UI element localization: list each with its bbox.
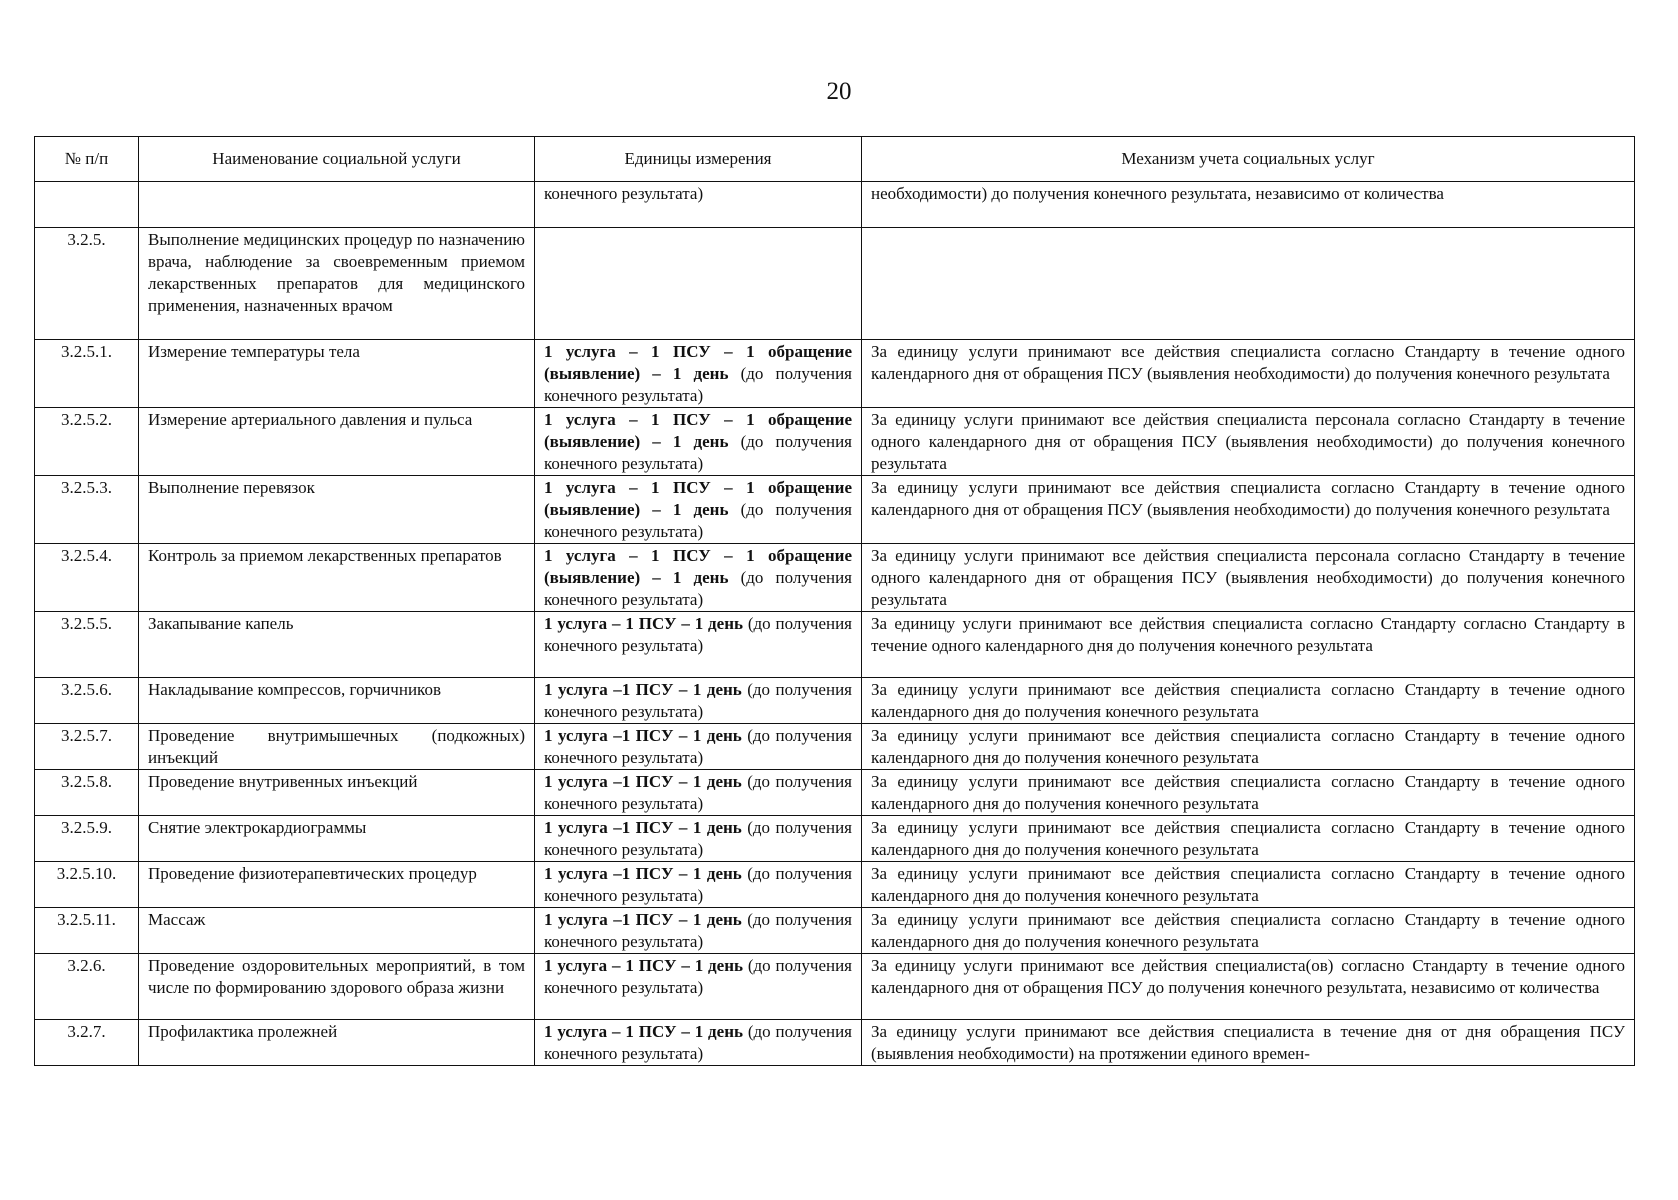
row-number: 3.2.5.1. (35, 340, 139, 408)
header-name: Наименование социальной услуги (139, 137, 535, 182)
unit-bold-text: 1 услуга –1 ПСУ – 1 день (544, 680, 742, 699)
row-number: 3.2.5.9. (35, 816, 139, 862)
accounting-mechanism: За единицу услуги принимают все действия специалиста согласно Стандарту в течение одного календарного дня от обращения ПСУ (выявления необходимости) до получения конечного результата (862, 476, 1635, 544)
table-row (35, 228, 1635, 340)
accounting-mechanism: За единицу услуги принимают все действия специалиста согласно Стандарту в течение одного календарного дня до получения конечного результата (862, 724, 1635, 770)
table-row (35, 862, 1635, 908)
row-number: 3.2.5.3. (35, 476, 139, 544)
row-number: 3.2.5.10. (35, 862, 139, 908)
table-row (35, 954, 1635, 1020)
accounting-mechanism: За единицу услуги принимают все действия специалиста согласно Стандарту согласно Стандарту в течение одного календарного дня до получения конечного результата (862, 612, 1635, 678)
service-name: Контроль за приемом лекарственных препаратов (139, 544, 535, 612)
table-row (35, 678, 1635, 724)
table-row (35, 770, 1635, 816)
service-name: Проведение физиотерапевтических процедур (139, 862, 535, 908)
row-number: 3.2.5.11. (35, 908, 139, 954)
unit-of-measure (535, 770, 862, 816)
table-body (35, 182, 1635, 1066)
row-number: 3.2.5.6. (35, 678, 139, 724)
accounting-mechanism (862, 228, 1635, 340)
accounting-mechanism: необходимости) до получения конечного результата, независимо от количества (862, 182, 1635, 228)
service-name: Проведение оздоровительных мероприятий, в том числе по формированию здорового образа жизни (139, 954, 535, 1020)
table-row (35, 908, 1635, 954)
table-row (35, 816, 1635, 862)
unit-bold-text: 1 услуга – 1 ПСУ – 1 день (544, 614, 743, 633)
accounting-mechanism: За единицу услуги принимают все действия специалиста согласно Стандарту в течение одного календарного дня до получения конечного результата (862, 862, 1635, 908)
service-name: Снятие электрокардиограммы (139, 816, 535, 862)
row-number: 3.2.7. (35, 1020, 139, 1066)
accounting-mechanism: За единицу услуги принимают все действия специалиста персонала согласно Стандарту в течение одного календарного дня от обращения ПСУ (выявления необходимости) до получения конечного результата (862, 408, 1635, 476)
row-number: 3.2.5.5. (35, 612, 139, 678)
table-row (35, 1020, 1635, 1066)
row-number: 3.2.5.7. (35, 724, 139, 770)
table-row (35, 408, 1635, 476)
unit-of-measure (535, 1020, 862, 1066)
unit-of-measure (535, 408, 862, 476)
unit-of-measure (535, 476, 862, 544)
unit-rest-text: (до получения конечного результата) (544, 364, 853, 405)
unit-of-measure (535, 908, 862, 954)
unit-bold-text: 1 услуга –1 ПСУ – 1 день (544, 910, 742, 929)
unit-of-measure (535, 816, 862, 862)
unit-rest-text: конечного результата) (544, 184, 704, 203)
unit-rest-text: (до получения конечного результата) (544, 568, 853, 609)
service-name: Профилактика пролежней (139, 1020, 535, 1066)
header-num: № п/п (35, 137, 139, 182)
unit-bold-text: 1 услуга –1 ПСУ – 1 день (544, 726, 742, 745)
unit-of-measure (535, 954, 862, 1020)
unit-of-measure (535, 612, 862, 678)
header-row (35, 137, 1635, 182)
row-number: 3.2.5.4. (35, 544, 139, 612)
unit-of-measure (535, 678, 862, 724)
services-table (34, 136, 1635, 1066)
service-name (139, 182, 535, 228)
unit-rest-text: (до получения конечного результата) (544, 432, 853, 473)
unit-of-measure (535, 724, 862, 770)
unit-bold-text: 1 услуга –1 ПСУ – 1 день (544, 772, 742, 791)
unit-rest-text: (до получения конечного результата) (544, 680, 852, 721)
unit-of-measure (535, 544, 862, 612)
service-name: Накладывание компрессов, горчичников (139, 678, 535, 724)
service-name: Выполнение перевязок (139, 476, 535, 544)
unit-rest-text: (до получения конечного результата) (544, 1022, 852, 1063)
service-name: Измерение артериального давления и пульса (139, 408, 535, 476)
accounting-mechanism: За единицу услуги принимают все действия специалиста персонала согласно Стандарту в течение одного календарного дня от обращения ПСУ (выявления необходимости) до получения конечного результата (862, 544, 1635, 612)
unit-rest-text: (до получения конечного результата) (544, 500, 853, 541)
unit-rest-text: (до получения конечного результата) (544, 910, 852, 951)
row-number: 3.2.6. (35, 954, 139, 1020)
accounting-mechanism: За единицу услуги принимают все действия специалиста в течение дня от дня обращения ПСУ (выявления необходимости) на протяжении единого времен- (862, 1020, 1635, 1066)
table-row (35, 476, 1635, 544)
header-unit: Единицы измерения (535, 137, 862, 182)
accounting-mechanism: За единицу услуги принимают все действия специалиста согласно Стандарту в течение одного календарного дня до получения конечного результата (862, 678, 1635, 724)
row-number: 3.2.5.2. (35, 408, 139, 476)
table-row (35, 544, 1635, 612)
accounting-mechanism: За единицу услуги принимают все действия специалиста(ов) согласно Стандарту в течение одного календарного дня от обращения ПСУ до получения конечного результата, независимо от количества (862, 954, 1635, 1020)
unit-rest-text: (до получения конечного результата) (544, 614, 852, 655)
unit-bold-text: 1 услуга –1 ПСУ – 1 день (544, 818, 742, 837)
accounting-mechanism: За единицу услуги принимают все действия специалиста согласно Стандарту в течение одного календарного дня до получения конечного результата (862, 908, 1635, 954)
service-name: Измерение температуры тела (139, 340, 535, 408)
unit-of-measure (535, 228, 862, 340)
service-name: Проведение внутримышечных (подкожных) инъекций (139, 724, 535, 770)
page-number: 20 (826, 78, 852, 105)
row-number: 3.2.5.8. (35, 770, 139, 816)
unit-bold-text: 1 услуга – 1 ПСУ – 1 обращение (выявление) – 1 день (544, 342, 852, 383)
unit-rest-text: (до получения конечного результата) (544, 956, 852, 997)
table-row (35, 340, 1635, 408)
table-row (35, 612, 1635, 678)
service-name: Выполнение медицинских процедур по назначению врача, наблюдение за своевременным приемом лекарственных препаратов для медицинского применения, назначенных врачом (139, 228, 535, 340)
unit-rest-text: (до получения конечного результата) (544, 818, 852, 859)
service-name: Проведение внутривенных инъекций (139, 770, 535, 816)
unit-bold-text: 1 услуга – 1 ПСУ – 1 обращение (выявление) – 1 день (544, 478, 852, 519)
unit-of-measure (535, 862, 862, 908)
unit-bold-text: 1 услуга –1 ПСУ – 1 день (544, 864, 742, 883)
table-row (35, 724, 1635, 770)
accounting-mechanism: За единицу услуги принимают все действия специалиста согласно Стандарту в течение одного календарного дня до получения конечного результата (862, 770, 1635, 816)
accounting-mechanism: За единицу услуги принимают все действия специалиста согласно Стандарту в течение одного календарного дня от обращения ПСУ (выявления необходимости) до получения конечного результата (862, 340, 1635, 408)
unit-bold-text: 1 услуга – 1 ПСУ – 1 обращение (выявление) – 1 день (544, 546, 852, 587)
row-number: 3.2.5. (35, 228, 139, 340)
table-row (35, 182, 1635, 228)
row-number (35, 182, 139, 228)
unit-of-measure (535, 340, 862, 408)
accounting-mechanism: За единицу услуги принимают все действия специалиста согласно Стандарту в течение одного календарного дня до получения конечного результата (862, 816, 1635, 862)
service-name: Закапывание капель (139, 612, 535, 678)
unit-of-measure (535, 182, 862, 228)
service-name: Массаж (139, 908, 535, 954)
unit-rest-text: (до получения конечного результата) (544, 726, 852, 767)
unit-rest-text: (до получения конечного результата) (544, 772, 852, 813)
unit-bold-text: 1 услуга – 1 ПСУ – 1 день (544, 1022, 743, 1041)
unit-bold-text: 1 услуга – 1 ПСУ – 1 день (544, 956, 743, 975)
unit-bold-text: 1 услуга – 1 ПСУ – 1 обращение (выявление) – 1 день (544, 410, 852, 451)
unit-rest-text: (до получения конечного результата) (544, 864, 852, 905)
header-mechanism: Механизм учета социальных услуг (862, 137, 1635, 182)
